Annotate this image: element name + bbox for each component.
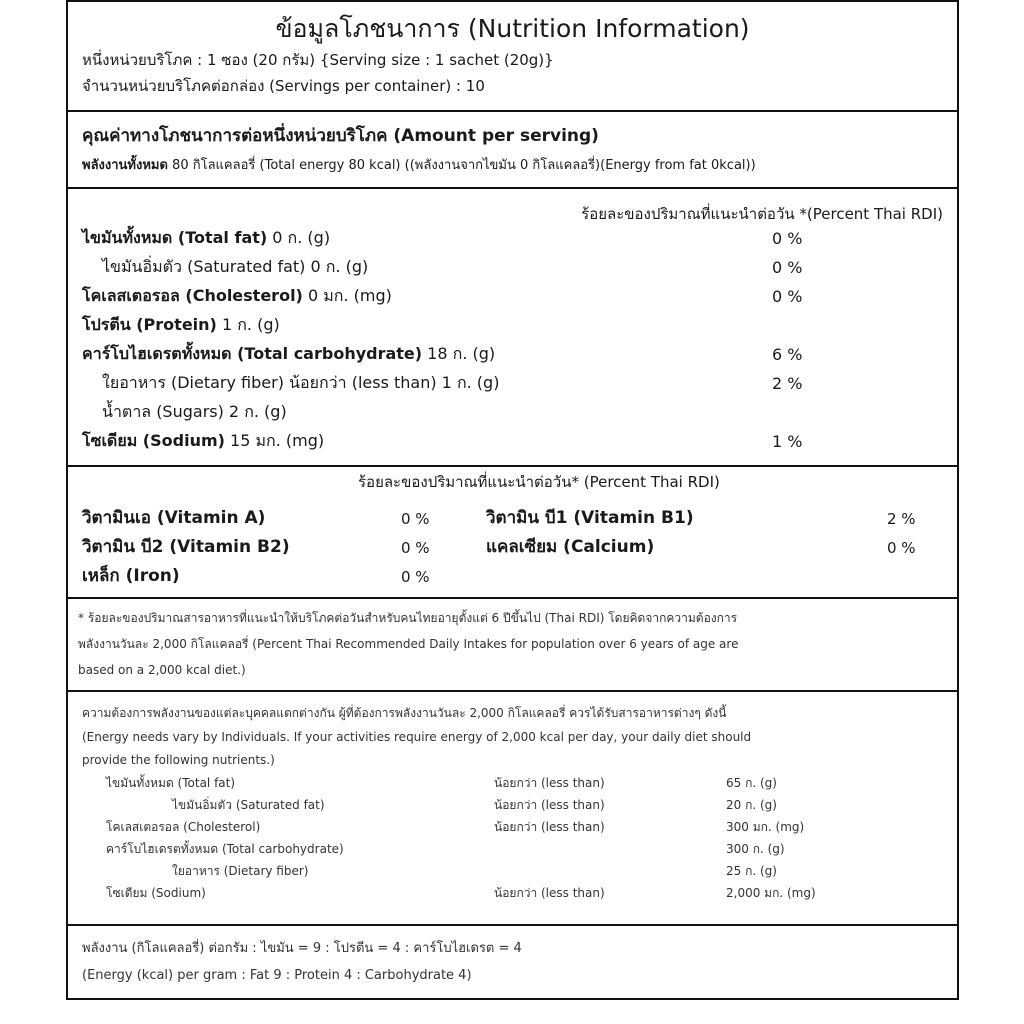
label-title: ข้อมูลโภชนาการ (Nutrition Information) (275, 14, 750, 43)
nutrient-row (82, 433, 324, 449)
vitamin-a-label: วิตามินเอ (Vitamin A) (82, 508, 266, 528)
nutrient-row (82, 346, 495, 362)
nutrient-row (102, 375, 499, 391)
nutrient-label: โซเดียม (Sodium) (82, 431, 225, 450)
nutrient-amount: 18 ก. (g) (422, 344, 496, 363)
conversion-thai: พลังงาน (กิโลแคลอรี่) ต่อกรัม : ไขมัน = 9 : โปรตีน = 4 : คาร์โบไฮเดรต = 4 (82, 941, 522, 956)
nutrient-amount: 0 ก. (g) (267, 228, 331, 247)
energy-label: พลังงานทั้งหมด (82, 158, 168, 173)
needs-value: 65 ก. (g) (726, 776, 777, 790)
needs-nutrient: โซเดียม (Sodium) (106, 886, 206, 900)
serving-size: หนึ่งหน่วยบริโภค : 1 ซอง (20 กรัม) {Serving size : 1 sachet (20g)} (82, 51, 554, 69)
vitamin-a-rdi: 0 % (401, 510, 430, 528)
vitamin-heading: ร้อยละของปริมาณที่แนะนำต่อวัน* (Percent Thai RDI) (358, 473, 720, 491)
calcium-rdi: 0 % (887, 539, 916, 557)
footnote-line: พลังงานวันละ 2,000 กิโลแคลอรี่ (Percent Thai Recommended Daily Intakes for population over 6 years of age are (78, 637, 739, 651)
divider (68, 465, 957, 467)
needs-value: 25 ก. (g) (726, 864, 777, 878)
nutrient-row (82, 317, 280, 333)
conversion-english: (Energy (kcal) per gram : Fat 9 : Protein 4 : Carbohydrate 4) (82, 968, 472, 983)
needs-qualifier: น้อยกว่า (less than) (494, 820, 605, 834)
nutrient-label: ไขมันทั้งหมด (Total fat) (82, 228, 268, 247)
nutrient-label: คาร์โบไฮเดรตทั้งหมด (Total carbohydrate) (82, 344, 423, 363)
nutrient-rdi: 6 % (772, 345, 803, 364)
iron-label: เหล็ก (Iron) (82, 566, 180, 586)
total-energy (82, 159, 756, 172)
nutrient-rdi: 0 % (772, 258, 803, 277)
needs-line: (Energy needs vary by Individuals. If your activities require energy of 2,000 kcal per day, your daily diet should (82, 730, 752, 744)
needs-value: 300 ก. (g) (726, 842, 785, 856)
divider (68, 690, 957, 692)
needs-value: 300 มก. (mg) (726, 820, 805, 834)
needs-nutrient: ไขมันอิ่มตัว (Saturated fat) (172, 798, 325, 812)
nutrient-label: โคเลสเตอรอล (Cholesterol) (82, 286, 303, 305)
nutrient-row (102, 404, 287, 420)
vitamin-b1-rdi: 2 % (887, 510, 916, 528)
nutrient-amount: 0 มก. (mg) (302, 286, 392, 305)
needs-value: 2,000 มก. (mg) (726, 886, 816, 900)
amount-heading: คุณค่าทางโภชนาการต่อหนึ่งหน่วยบริโภค (Amount per serving) (82, 126, 599, 146)
nutrient-row (82, 288, 392, 304)
needs-nutrient: ไขมันทั้งหมด (Total fat) (106, 776, 236, 790)
footnote-line: based on a 2,000 kcal diet.) (78, 663, 246, 677)
nutrient-row (102, 259, 368, 275)
nutrient-rdi: 0 % (772, 287, 803, 306)
needs-qualifier: น้อยกว่า (less than) (494, 886, 605, 900)
vitamin-b2-rdi: 0 % (401, 539, 430, 557)
needs-line: provide the following nutrients.) (82, 753, 275, 767)
nutrient-amount: 1 ก. (g) (216, 315, 280, 334)
vitamin-b1-label: วิตามิน บี1 (Vitamin B1) (486, 508, 694, 528)
energy-text: 80 กิโลแคลอรี่ (Total energy 80 kcal) ((พลังงานจากไขมัน 0 กิโลแคลอรี่)(Energy from fat 0kcal)) (167, 158, 756, 173)
nutrient-rdi: 0 % (772, 229, 803, 248)
needs-nutrient: โคเลสเตอรอล (Cholesterol) (106, 820, 261, 834)
servings-per-container: จำนวนหน่วยบริโภคต่อกล่อง (Servings per container) : 10 (82, 77, 485, 95)
needs-nutrient: คาร์โบไฮเดรตทั้งหมด (Total carbohydrate) (106, 842, 344, 856)
nutrient-label: ไขมันอิ่มตัว (Saturated fat) 0 ก. (g) (102, 257, 369, 276)
vitamin-b2-label: วิตามิน บี2 (Vitamin B2) (82, 537, 290, 557)
needs-nutrient: ใยอาหาร (Dietary fiber) (172, 864, 309, 878)
footnote-line: * ร้อยละของปริมาณสารอาหารที่แนะนำให้บริโภคต่อวันสำหรับคนไทยอายุตั้งแต่ 6 ปีขึ้นไป (Thai RDI) โดยคิดจากความต้องการ (78, 611, 738, 625)
rdi-heading: ร้อยละของปริมาณที่แนะนำต่อวัน *(Percent Thai RDI) (581, 205, 943, 223)
needs-qualifier: น้อยกว่า (less than) (494, 776, 605, 790)
needs-value: 20 ก. (g) (726, 798, 777, 812)
needs-qualifier: น้อยกว่า (less than) (494, 798, 605, 812)
divider (68, 187, 957, 189)
nutrient-rdi: 2 % (772, 374, 803, 393)
calcium-label: แคลเซียม (Calcium) (486, 537, 655, 557)
divider (68, 110, 957, 112)
nutrient-rdi: 1 % (772, 432, 803, 451)
divider (68, 597, 957, 599)
divider (68, 924, 957, 926)
needs-line: ความต้องการพลังงานของแต่ละบุคคลแตกต่างกัน ผู้ที่ต้องการพลังงานวันละ 2,000 กิโลแคลอรี่ ควรได้รับสารอาหารต่างๆ ดังนี้ (82, 706, 727, 720)
nutrient-label: ใยอาหาร (Dietary fiber) น้อยกว่า (less than) 1 ก. (g) (102, 373, 500, 392)
nutrient-label: น้ำตาล (Sugars) 2 ก. (g) (102, 402, 287, 421)
nutrient-label: โปรตีน (Protein) (82, 315, 217, 334)
nutrient-row (82, 230, 330, 246)
nutrient-amount: 15 มก. (mg) (224, 431, 325, 450)
nutrition-label (66, 0, 959, 1000)
iron-rdi: 0 % (401, 568, 430, 586)
